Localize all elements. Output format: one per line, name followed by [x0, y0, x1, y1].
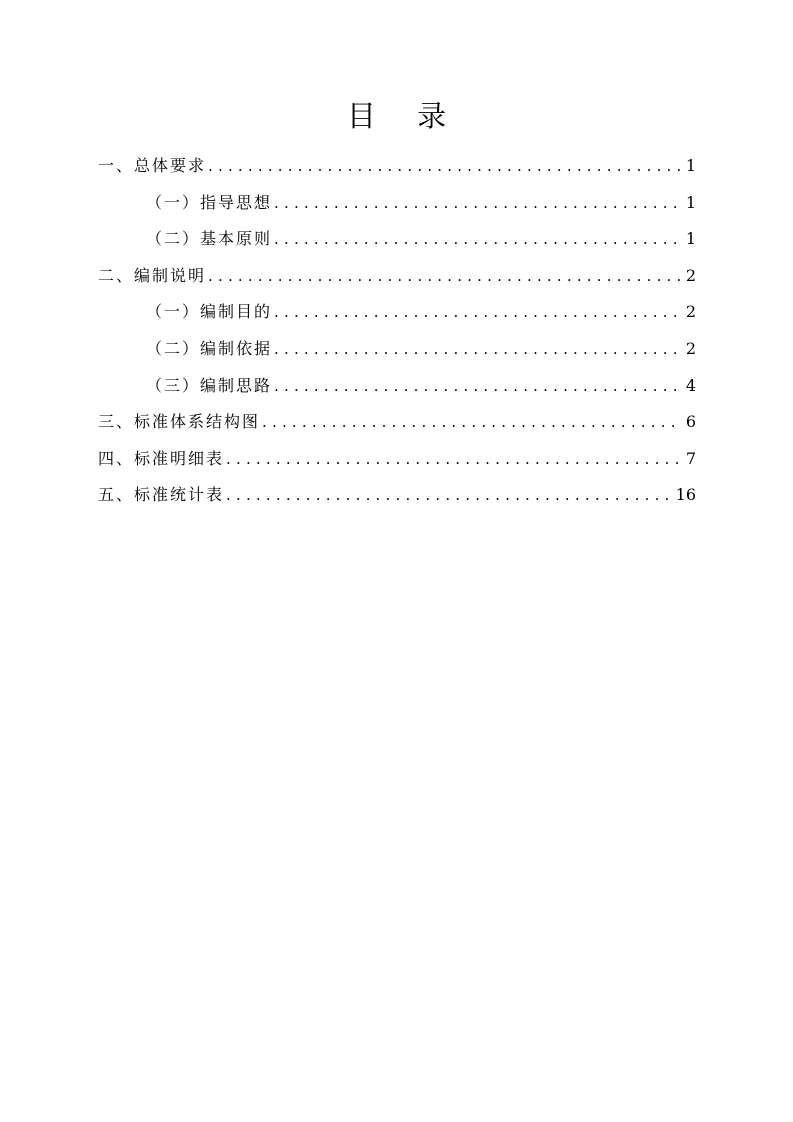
- toc-dot-leader: [208, 258, 680, 295]
- toc-entry-label: 五、标准统计表: [98, 485, 225, 505]
- toc-entry-label: 四、标准明细表: [98, 448, 225, 468]
- toc-dot-leader: [274, 294, 680, 331]
- toc-entry-label: （三）编制思路: [146, 375, 273, 395]
- toc-dot-leader: [226, 441, 680, 478]
- toc-entry[interactable]: [98, 441, 696, 478]
- toc-entry-label: 一、总体要求: [98, 156, 207, 175]
- toc-dot-leader: [274, 368, 680, 405]
- toc-dot-leader: [208, 148, 680, 185]
- toc-entry[interactable]: [98, 258, 696, 295]
- toc-entry[interactable]: [98, 477, 696, 514]
- toc-page-number: 1: [685, 156, 696, 175]
- toc-page-number: 1: [685, 229, 696, 249]
- toc-entry-label: 三、标准体系结构图: [98, 412, 261, 432]
- toc-page-number: 7: [685, 448, 696, 468]
- toc-dot-leader: [262, 404, 680, 441]
- toc-entry-label: （二）编制依据: [146, 338, 273, 358]
- toc-entry-label: 二、编制说明: [98, 265, 207, 285]
- toc-dot-leader: [274, 221, 680, 258]
- toc-entry[interactable]: [98, 148, 696, 185]
- toc-page-number: 2: [685, 302, 696, 322]
- toc-entry[interactable]: [98, 368, 696, 405]
- toc-page-number: 1: [685, 192, 696, 212]
- toc-entry-label: （一）编制目的: [146, 302, 273, 322]
- toc-dot-leader: [274, 185, 680, 222]
- toc-entry-label: （一）指导思想: [146, 192, 273, 212]
- toc-title: 目 录: [346, 99, 463, 133]
- toc-dot-leader: [274, 331, 680, 368]
- toc-dot-leader: [226, 477, 670, 514]
- toc-page-number: 6: [685, 412, 696, 432]
- toc-entry[interactable]: [98, 294, 696, 331]
- toc-entry[interactable]: [98, 185, 696, 222]
- toc-page-number: 2: [685, 338, 696, 358]
- toc-page-number: 2: [685, 265, 696, 285]
- toc-page-number: 4: [685, 375, 696, 395]
- toc-entry-label: （二）基本原则: [146, 229, 273, 249]
- toc-list: [98, 148, 696, 514]
- toc-entry[interactable]: [98, 331, 696, 368]
- toc-page-number: 16: [675, 485, 696, 505]
- toc-entry[interactable]: [98, 404, 696, 441]
- toc-entry[interactable]: [98, 221, 696, 258]
